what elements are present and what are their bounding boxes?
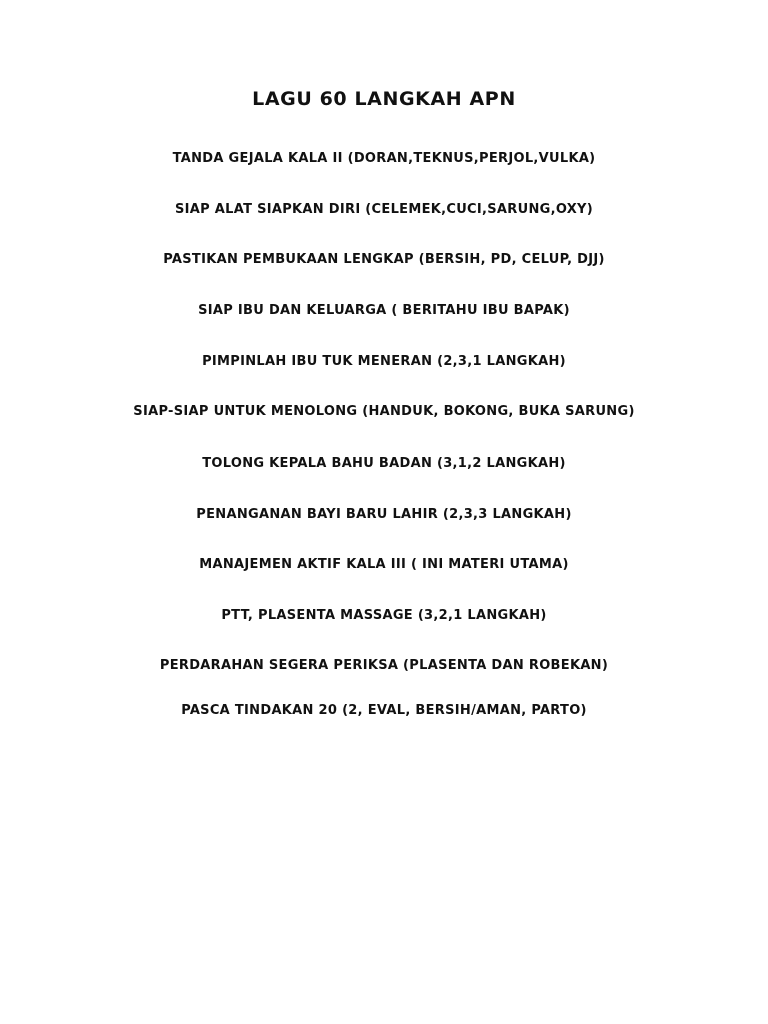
lyric-line-2: SIAP ALAT SIAPKAN DIRI (CELEMEK,CUCI,SARUNG,OXY) [174,202,594,217]
lyric-line-3: PASTIKAN PEMBUKAAN LENGKAP (BERSIH, PD, CELUP, DJJ) [163,252,605,267]
page-title: LAGU 60 LANGKAH APN [252,88,516,110]
lyric-line-8: PENANGANAN BAYI BARU LAHIR (2,3,3 LANGKAH) [196,507,572,522]
lyric-line-9: MANAJEMEN AKTIF KALA III ( INI MATERI UTAMA) [199,557,569,572]
lyric-line-12: PASCA TINDAKAN 20 (2, EVAL, BERSIH/AMAN, PARTO) [181,703,587,718]
lyric-line-11: PERDARAHAN SEGERA PERIKSA (PLASENTA DAN ROBEKAN) [159,658,609,673]
lyric-line-6: SIAP-SIAP UNTUK MENOLONG (HANDUK, BOKONG, BUKA SARUNG) [133,404,635,419]
lyric-line-10: PTT, PLASENTA MASSAGE (3,2,1 LANGKAH) [221,608,547,623]
lyric-line-7: TOLONG KEPALA BAHU BADAN (3,1,2 LANGKAH) [202,456,566,471]
lyric-line-1: TANDA GEJALA KALA II (DORAN,TEKNUS,PERJOL,VULKA) [172,151,596,166]
lyric-line-4: SIAP IBU DAN KELUARGA ( BERITAHU IBU BAPAK) [198,303,570,318]
lyric-line-5: PIMPINLAH IBU TUK MENERAN (2,3,1 LANGKAH) [202,354,566,369]
